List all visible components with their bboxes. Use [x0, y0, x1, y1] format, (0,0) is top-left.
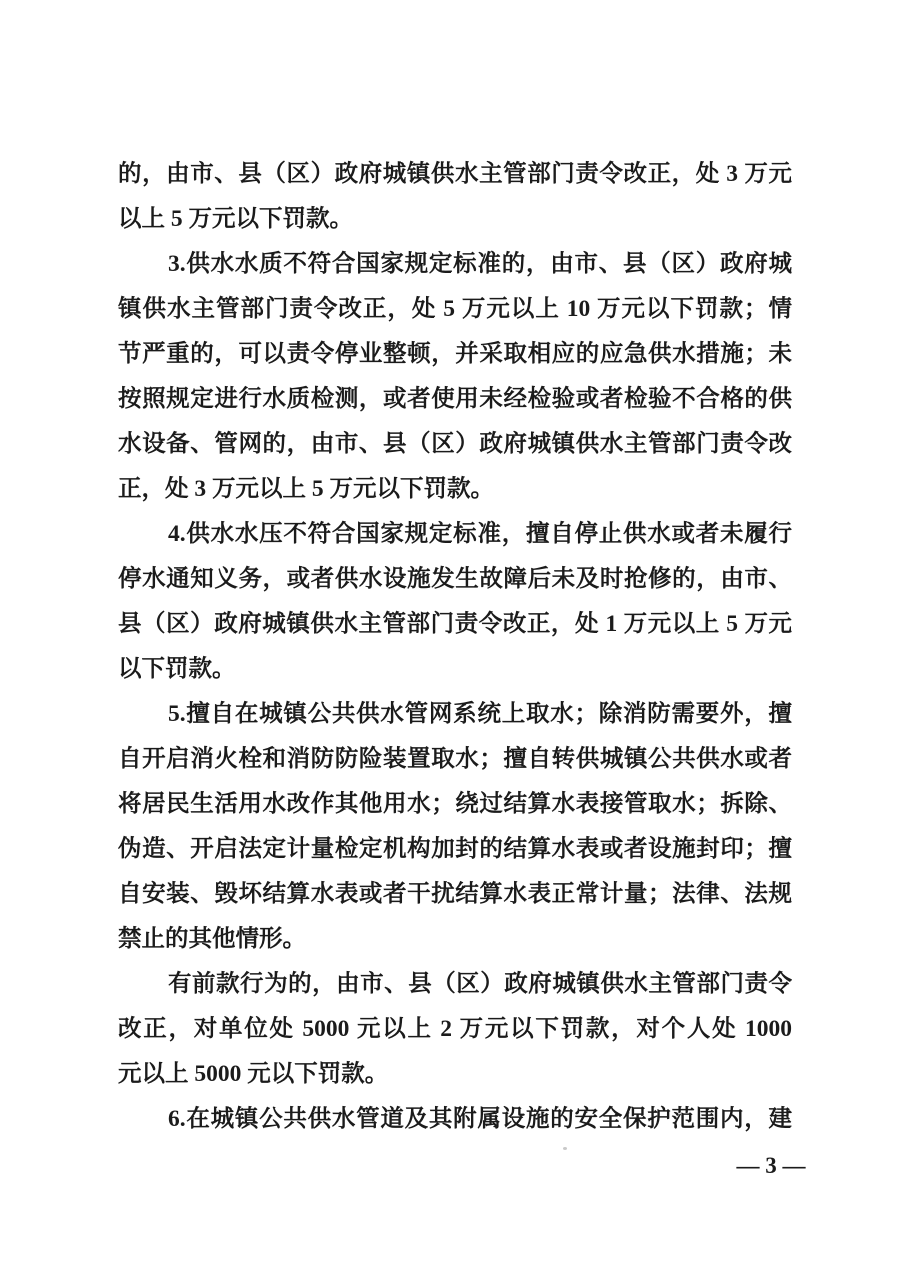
text-line: 自开启消火栓和消防防险装置取水；擅自转供城镇公共供水或者	[118, 746, 792, 772]
text-line: 有前款行为的，由市、县（区）政府城镇供水主管部门责令	[168, 971, 792, 997]
text-line: 自安装、毁坏结算水表或者干扰结算水表正常计量；法律、法规	[118, 881, 792, 907]
text-line: 改正，对单位处 5000 元以上 2 万元以下罚款，对个人处 1000	[118, 1016, 792, 1042]
text-line: 3.供水水质不符合国家规定标准的，由市、县（区）政府城	[168, 251, 792, 277]
scan-speck	[563, 1147, 567, 1150]
text-line: 停水通知义务，或者供水设施发生故障后未及时抢修的，由市、	[118, 566, 792, 592]
text-line: 正，处 3 万元以上 5 万元以下罚款。	[118, 476, 494, 502]
text-line: 节严重的，可以责令停业整顿，并采取相应的应急供水措施；未	[118, 341, 792, 367]
text-line: 以下罚款。	[118, 656, 236, 682]
text-line: 水设备、管网的，由市、县（区）政府城镇供水主管部门责令改	[118, 431, 792, 457]
text-line: 6.在城镇公共供水管道及其附属设施的安全保护范围内，建	[168, 1106, 792, 1132]
text-line: 按照规定进行水质检测，或者使用未经检验或者检验不合格的供	[118, 386, 792, 412]
text-line: 镇供水主管部门责令改正，处 5 万元以上 10 万元以下罚款；情	[118, 296, 792, 322]
text-line: 的，由市、县（区）政府城镇供水主管部门责令改正，处 3 万元	[118, 161, 792, 187]
text-line: 5.擅自在城镇公共供水管网系统上取水；除消防需要外，擅	[168, 701, 792, 727]
page-number: — 3 —	[736, 1153, 806, 1178]
text-line: 县（区）政府城镇供水主管部门责令改正，处 1 万元以上 5 万元	[118, 611, 792, 637]
text-line: 伪造、开启法定计量检定机构加封的结算水表或者设施封印；擅	[118, 836, 792, 862]
text-line: 元以上 5000 元以下罚款。	[118, 1061, 389, 1087]
text-line: 4.供水水压不符合国家规定标准，擅自停止供水或者未履行	[168, 521, 792, 547]
document-text-block	[118, 152, 792, 1142]
text-line: 将居民生活用水改作其他用水；绕过结算水表接管取水；拆除、	[118, 791, 792, 817]
text-line: 禁止的其他情形。	[118, 926, 306, 952]
text-line: 以上 5 万元以下罚款。	[118, 206, 353, 232]
